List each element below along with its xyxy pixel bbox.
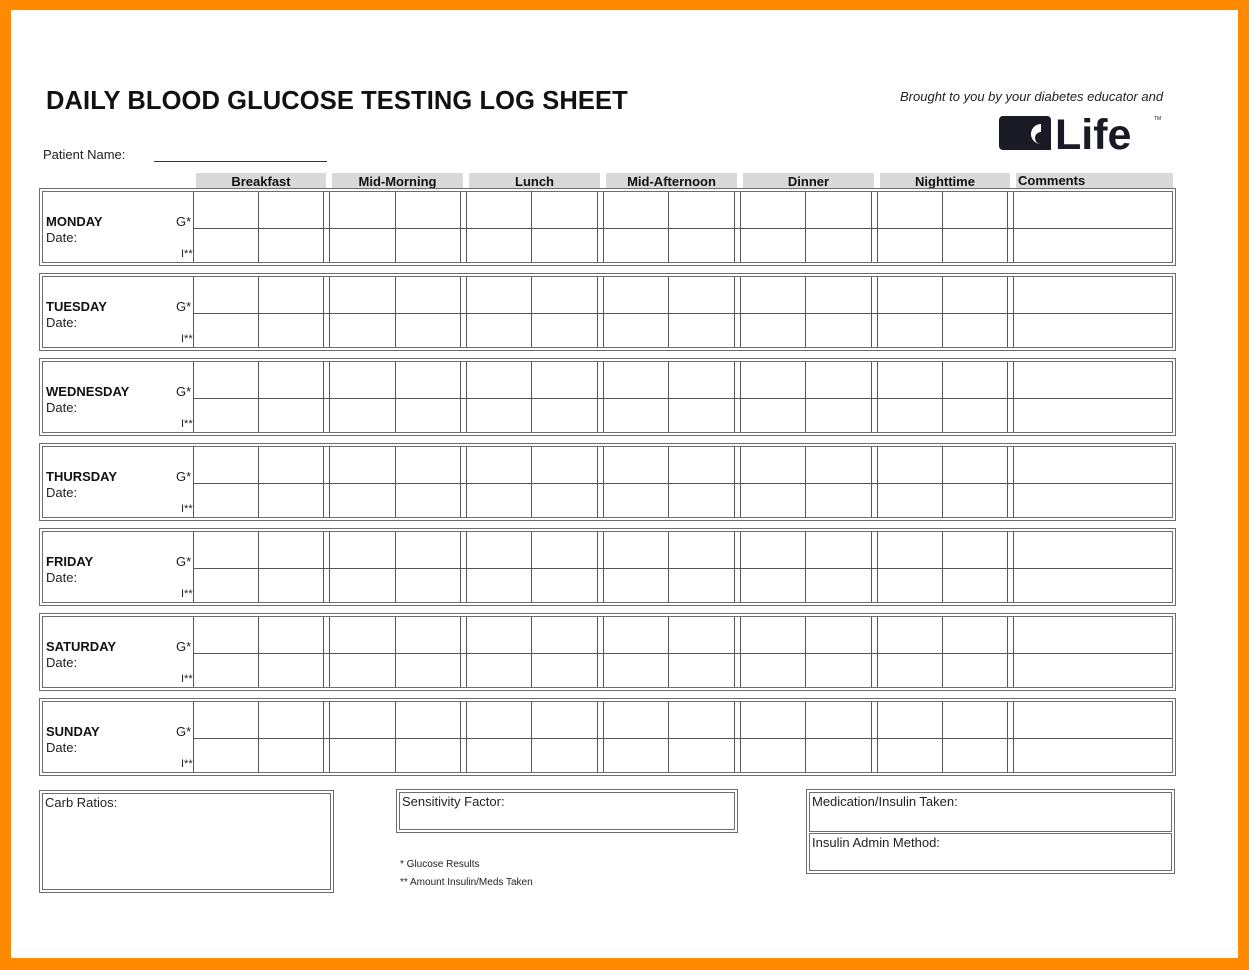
glucose-row-label: G* <box>176 554 192 569</box>
column-divider <box>668 532 669 602</box>
column-divider <box>942 617 943 687</box>
day-row-saturday <box>39 613 1176 691</box>
column-divider <box>193 192 194 262</box>
column-header-dinner: Dinner <box>743 173 874 189</box>
column-divider <box>460 192 461 262</box>
column-divider <box>871 702 872 772</box>
column-divider <box>1013 277 1014 347</box>
date-label: Date: <box>46 400 78 415</box>
column-divider <box>1007 192 1008 262</box>
insulin-row-label: I** <box>181 673 193 685</box>
svg-text:Life: Life <box>1055 111 1132 152</box>
column-divider <box>531 362 532 432</box>
date-label: Date: <box>46 740 78 755</box>
column-header-mid-morning: Mid-Morning <box>332 173 463 189</box>
column-divider <box>668 192 669 262</box>
column-divider <box>942 277 943 347</box>
column-divider <box>460 617 461 687</box>
column-divider <box>734 447 735 517</box>
column-divider <box>805 617 806 687</box>
column-divider <box>603 447 604 517</box>
column-divider <box>942 447 943 517</box>
day-name: SATURDAY <box>46 639 117 654</box>
column-divider <box>740 362 741 432</box>
day-row-inner <box>42 616 1173 688</box>
column-divider <box>323 362 324 432</box>
day-name: THURSDAY <box>46 469 118 484</box>
column-divider <box>805 447 806 517</box>
glucose-row-label: G* <box>176 724 192 739</box>
column-divider <box>1007 617 1008 687</box>
column-divider <box>668 277 669 347</box>
sensitivity-factor-label: Sensitivity Factor: <box>402 794 505 809</box>
column-divider <box>603 362 604 432</box>
date-label: Date: <box>46 655 78 670</box>
column-divider <box>258 532 259 602</box>
column-divider <box>531 532 532 602</box>
column-divider <box>395 362 396 432</box>
insulin-row-label: I** <box>181 758 193 770</box>
medication-insulin-field[interactable] <box>809 792 1172 832</box>
column-divider <box>466 702 467 772</box>
sponsor-tagline: Brought to you by your diabetes educator and <box>900 89 1164 104</box>
column-divider <box>668 362 669 432</box>
footnote-insulin: ** Amount Insulin/Meds Taken <box>400 877 533 888</box>
column-divider <box>258 362 259 432</box>
column-divider <box>603 192 604 262</box>
column-divider <box>329 532 330 602</box>
day-row-inner <box>42 361 1173 433</box>
column-divider <box>466 362 467 432</box>
day-row-inner <box>42 531 1173 603</box>
column-header-mid-afternoon: Mid-Afternoon <box>606 173 737 189</box>
column-divider <box>258 702 259 772</box>
day-row-sunday <box>39 698 1176 776</box>
day-name: MONDAY <box>46 214 103 229</box>
log-sheet-page <box>11 10 1238 958</box>
row-divider <box>193 568 1172 569</box>
column-divider <box>668 702 669 772</box>
column-divider <box>942 702 943 772</box>
column-divider <box>871 447 872 517</box>
column-divider <box>395 277 396 347</box>
page-title: DAILY BLOOD GLUCOSE TESTING LOG SHEET <box>46 87 628 115</box>
column-divider <box>1013 192 1014 262</box>
column-divider <box>734 192 735 262</box>
dlife-logo <box>999 108 1165 152</box>
column-divider <box>395 447 396 517</box>
column-divider <box>597 702 598 772</box>
day-name: WEDNESDAY <box>46 384 130 399</box>
day-row-thursday <box>39 443 1176 521</box>
medication-box <box>806 789 1175 874</box>
column-divider <box>329 192 330 262</box>
column-divider <box>1013 702 1014 772</box>
day-name: FRIDAY <box>46 554 94 569</box>
insulin-row-label: I** <box>181 248 193 260</box>
column-divider <box>258 617 259 687</box>
column-divider <box>805 192 806 262</box>
column-divider <box>1007 447 1008 517</box>
column-header-breakfast: Breakfast <box>196 173 326 189</box>
carb-ratios-label: Carb Ratios: <box>45 795 118 810</box>
column-divider <box>193 277 194 347</box>
column-divider <box>734 702 735 772</box>
day-row-inner <box>42 701 1173 773</box>
column-divider <box>805 702 806 772</box>
column-divider <box>1013 447 1014 517</box>
column-divider <box>740 617 741 687</box>
row-divider <box>193 313 1172 314</box>
column-divider <box>1007 362 1008 432</box>
column-divider <box>871 362 872 432</box>
column-divider <box>323 702 324 772</box>
column-divider <box>877 617 878 687</box>
column-divider <box>603 277 604 347</box>
column-divider <box>329 362 330 432</box>
column-divider <box>740 192 741 262</box>
column-divider <box>877 447 878 517</box>
row-divider <box>193 398 1172 399</box>
column-divider <box>1013 617 1014 687</box>
column-divider <box>1013 532 1014 602</box>
day-row-monday <box>39 188 1176 266</box>
column-divider <box>193 362 194 432</box>
column-divider <box>329 447 330 517</box>
day-row-tuesday <box>39 273 1176 351</box>
day-row-inner <box>42 191 1173 263</box>
column-divider <box>1007 277 1008 347</box>
column-divider <box>740 702 741 772</box>
column-divider <box>460 277 461 347</box>
column-divider <box>193 617 194 687</box>
row-divider <box>193 483 1172 484</box>
column-divider <box>597 192 598 262</box>
column-divider <box>1007 532 1008 602</box>
glucose-row-label: G* <box>176 299 192 314</box>
column-divider <box>597 532 598 602</box>
column-divider <box>323 617 324 687</box>
footnote-glucose: * Glucose Results <box>400 859 480 870</box>
column-divider <box>531 447 532 517</box>
column-divider <box>871 192 872 262</box>
glucose-row-label: G* <box>176 384 192 399</box>
date-label: Date: <box>46 315 78 330</box>
day-row-friday <box>39 528 1176 606</box>
day-row-wednesday <box>39 358 1176 436</box>
column-divider <box>597 277 598 347</box>
column-divider <box>942 362 943 432</box>
column-divider <box>871 277 872 347</box>
glucose-row-label: G* <box>176 639 192 654</box>
column-divider <box>668 447 669 517</box>
column-divider <box>329 277 330 347</box>
column-divider <box>734 362 735 432</box>
column-divider <box>871 532 872 602</box>
insulin-admin-field[interactable] <box>809 833 1172 871</box>
column-divider <box>460 362 461 432</box>
column-divider <box>805 277 806 347</box>
column-divider <box>597 447 598 517</box>
patient-name-field[interactable] <box>154 161 327 162</box>
column-divider <box>466 447 467 517</box>
date-label: Date: <box>46 570 78 585</box>
day-name: TUESDAY <box>46 299 107 314</box>
column-divider <box>668 617 669 687</box>
column-divider <box>734 277 735 347</box>
column-divider <box>460 702 461 772</box>
date-label: Date: <box>46 230 78 245</box>
column-divider <box>395 532 396 602</box>
column-divider <box>193 702 194 772</box>
column-divider <box>323 277 324 347</box>
insulin-row-label: I** <box>181 588 193 600</box>
glucose-row-label: G* <box>176 469 192 484</box>
column-divider <box>395 702 396 772</box>
row-divider <box>193 653 1172 654</box>
row-divider <box>193 738 1172 739</box>
column-divider <box>466 617 467 687</box>
column-divider <box>740 532 741 602</box>
column-divider <box>603 702 604 772</box>
column-divider <box>877 277 878 347</box>
glucose-row-label: G* <box>176 214 192 229</box>
day-row-inner <box>42 446 1173 518</box>
column-divider <box>740 277 741 347</box>
column-divider <box>734 532 735 602</box>
column-divider <box>466 277 467 347</box>
column-divider <box>466 532 467 602</box>
sensitivity-factor-box[interactable] <box>396 789 738 833</box>
column-header-nighttime: Nighttime <box>880 173 1010 189</box>
column-divider <box>531 192 532 262</box>
column-divider <box>258 447 259 517</box>
medication-insulin-label: Medication/Insulin Taken: <box>812 794 958 809</box>
column-divider <box>734 617 735 687</box>
column-divider <box>942 532 943 602</box>
column-divider <box>871 617 872 687</box>
column-divider <box>942 192 943 262</box>
insulin-row-label: I** <box>181 503 193 515</box>
column-divider <box>805 532 806 602</box>
column-divider <box>193 447 194 517</box>
date-label: Date: <box>46 485 78 500</box>
column-divider <box>258 277 259 347</box>
column-divider <box>877 702 878 772</box>
column-divider <box>329 702 330 772</box>
insulin-row-label: I** <box>181 333 193 345</box>
column-divider <box>597 362 598 432</box>
column-divider <box>323 532 324 602</box>
column-divider <box>877 362 878 432</box>
column-divider <box>877 532 878 602</box>
day-row-inner <box>42 276 1173 348</box>
column-divider <box>460 532 461 602</box>
column-divider <box>466 192 467 262</box>
column-divider <box>1007 702 1008 772</box>
column-divider <box>597 617 598 687</box>
column-divider <box>258 192 259 262</box>
column-divider <box>531 617 532 687</box>
column-divider <box>460 447 461 517</box>
column-divider <box>531 277 532 347</box>
column-divider <box>329 617 330 687</box>
carb-ratios-box[interactable] <box>39 790 334 893</box>
column-divider <box>603 532 604 602</box>
column-divider <box>603 617 604 687</box>
column-divider <box>1013 362 1014 432</box>
column-header-lunch: Lunch <box>469 173 600 189</box>
insulin-row-label: I** <box>181 418 193 430</box>
row-divider <box>193 228 1172 229</box>
column-divider <box>323 192 324 262</box>
svg-text:TM: TM <box>1154 116 1162 122</box>
column-divider <box>531 702 532 772</box>
column-divider <box>323 447 324 517</box>
patient-name-label: Patient Name: <box>43 147 126 162</box>
column-header-comments: Comments <box>1016 173 1173 189</box>
column-divider <box>395 192 396 262</box>
day-name: SUNDAY <box>46 724 100 739</box>
dlife-logo-icon <box>999 108 1165 152</box>
column-divider <box>193 532 194 602</box>
column-divider <box>805 362 806 432</box>
column-divider <box>395 617 396 687</box>
column-divider <box>877 192 878 262</box>
insulin-admin-label: Insulin Admin Method: <box>812 835 940 850</box>
column-divider <box>740 447 741 517</box>
